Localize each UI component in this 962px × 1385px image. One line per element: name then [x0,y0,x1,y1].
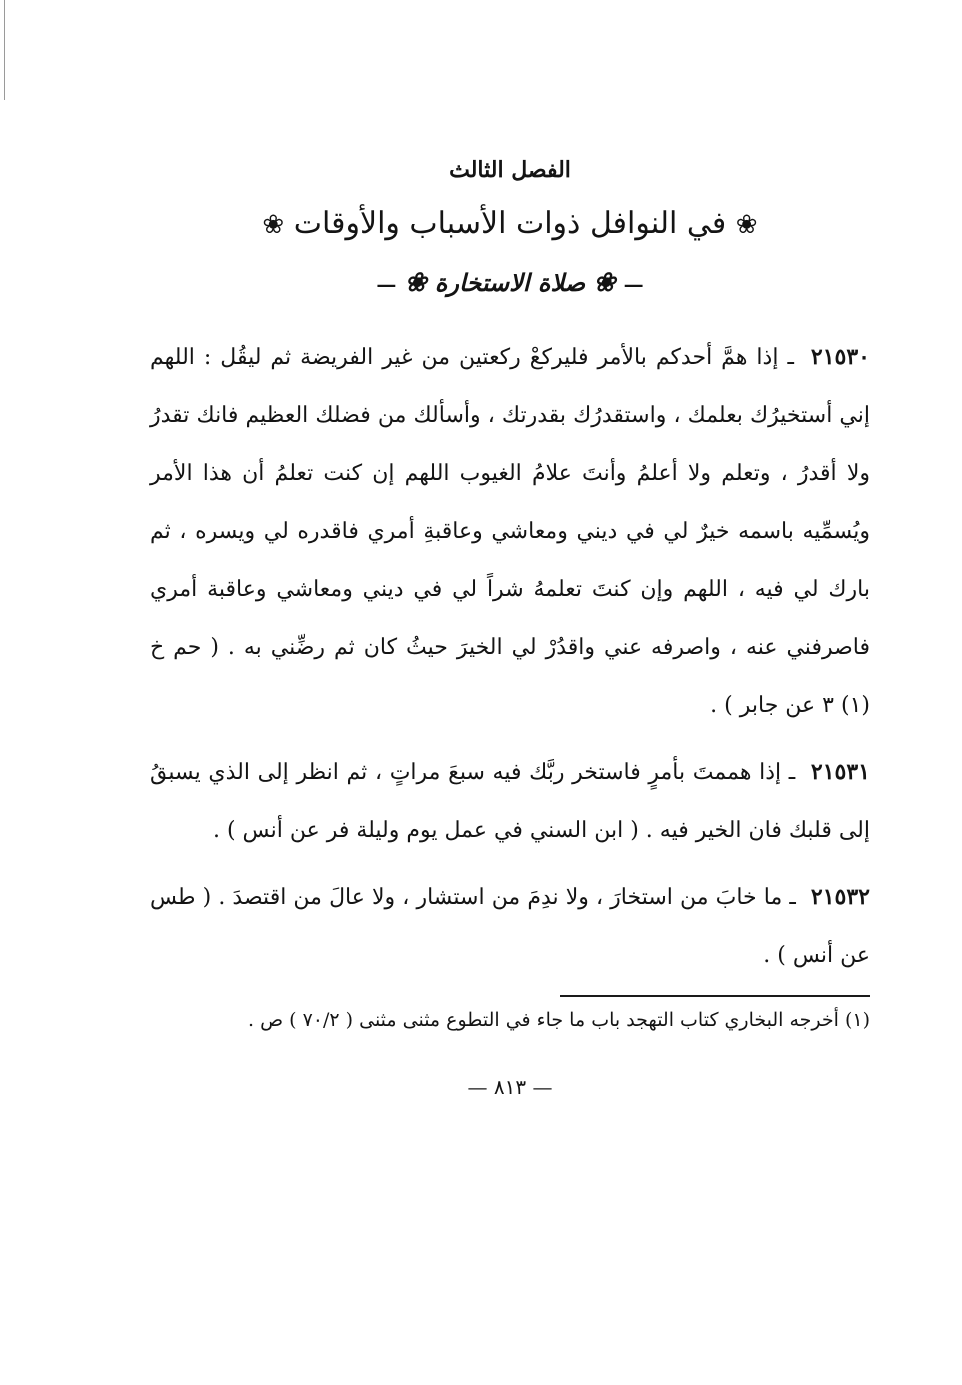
hadith-text: إذا همَّ أحدكم بالأمر فليركعْ ركعتين من غير الفريضة ثم ليقُل : اللهم إني أستخيرُك بعلمك ، واستقدرُك بقدرتك ، وأسألك من فضلك العظيم فانك تقدرُ ولا أقدرُ ، وتعلم ولا أعلمُ وأنتَ علامُ الغيوب اللهم إن كنت تعلمُ أن هذا الأمر ويُسمِّيه باسمه خيرٌ لي في ديني ومعاشي وعاقبةِ أمري فاقدره لي ويسره ، ثم بارك لي فيه ، اللهم وإن كنتَ تعلمهُ شراً لي في ديني ومعاشي وعاقبة أمري فاصرفني عنه ، واصرفه عني واقدُرْ لي الخيرَ حيثُ كان ثم رضِّني به . ( حم خ (١) ٣ عن جابر ) . [150,345,870,718]
flower-ornament-icon: ❀ [735,210,758,240]
page-content [150,150,870,1099]
hadith-text: ما خابَ من استخارَ ، ولا ندِمَ من استشار ، ولا عالَ من اقتصدَ . ( طس عن أنس ) . [150,885,870,968]
hadith-dash: ـ [781,760,796,785]
hadith-text: إذا هممتَ بأمرٍ فاستخر ربَّك فيه سبعَ مراتٍ ، ثم انظر إلى الذي يسبقُ إلى قلبك فان الخير فيه . ( ابن السني في عمل يوم وليلة فر عن أنس ) . [150,760,870,843]
footnote-separator [560,995,870,997]
hadith-entry [150,743,870,860]
hadith-entry [150,868,870,985]
subtitle [150,258,870,308]
page-number: — ٨١٣ — [467,1075,553,1099]
section-title [150,194,870,254]
flower-ornament-icon: ❀ [404,268,427,298]
flower-ornament-icon: ❀ [262,210,285,240]
flower-ornament-icon: ❀ [593,268,616,298]
section-title-text: في النوافل ذوات الأسباب والأوقات [293,206,727,241]
hadith-dash: ـ [782,885,796,910]
subtitle-text: صلاة الاستخارة [434,268,586,297]
hadith-dash: ـ [778,345,794,370]
hadith-number: ٢١٥٣١ [810,759,870,785]
dash-ornament-icon: — [623,272,644,296]
hadith-number: ٢١٥٣٢ [810,884,870,910]
hadith-entry [150,328,870,735]
footnote: (١) أخرجه البخاري كتاب التهجد باب ما جاء في التطوع مثنى مثنى ( ٧٠/٢ ) ص . [248,1009,870,1031]
chapter-heading: الفصل الثالث [449,157,571,183]
hadith-number: ٢١٥٣٠ [810,344,870,370]
scan-edge-line [4,0,5,100]
dash-ornament-icon: — [376,272,397,296]
